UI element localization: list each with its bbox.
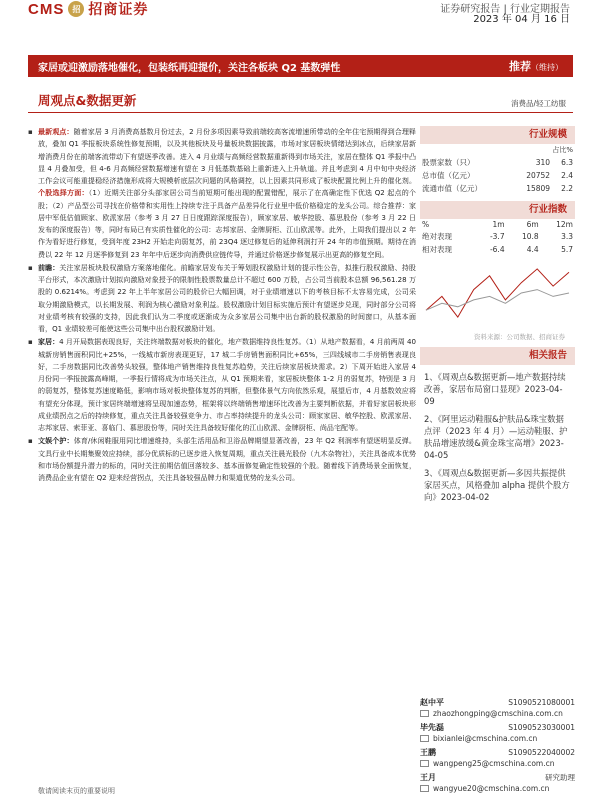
cell-value: 5.7 — [561, 245, 573, 254]
related-reports-header: 相关报告 — [420, 347, 575, 365]
rating-note: （维持） — [531, 63, 563, 72]
series-line-0 — [426, 269, 569, 317]
cell-label: 相对表现 — [422, 245, 452, 254]
analyst-email[interactable]: wangyue20@cmschina.com.cn — [433, 784, 550, 793]
related-report-item[interactable]: 3、《周观点&数据更新—多因共振提供家居买点，风格叠加 alpha 提供个股方向》2023-04-02 — [424, 468, 570, 502]
company-logo — [28, 0, 148, 18]
cell-pct: 2.4 — [561, 171, 573, 180]
para-lead: 最新观点： — [38, 127, 74, 136]
table-row — [420, 169, 575, 182]
mail-icon — [420, 760, 429, 767]
col-header: % — [422, 220, 430, 229]
cell-value: -3.7 — [489, 232, 505, 241]
doc-type: 证券研究报告 | 行业定期报告 — [440, 4, 570, 15]
related-reports-list — [420, 365, 575, 503]
cell-label: 绝对表现 — [422, 232, 452, 241]
related-report-item[interactable]: 2、《阿里运动鞋服&护肤品&珠宝数据点评（2023 年 4 月）—运动鞋服、护肤品增速放缓&黄金珠宝高增》2023-04-05 — [424, 414, 568, 460]
mail-icon — [420, 735, 429, 742]
para-lead: 前瞻： — [38, 262, 60, 272]
cell-value: 15809 — [526, 184, 551, 193]
footer-note: 敬请阅读末页的重要说明 — [38, 787, 115, 795]
related-report-item[interactable]: 1、《周观点&数据更新—地产数据持续改善，家居布局窗口显现》2023-04-09 — [424, 372, 566, 406]
cell-label: 股票家数（只） — [422, 158, 475, 167]
cell-label: 流通市值（亿元） — [422, 184, 482, 193]
table-row — [420, 230, 575, 243]
industry-index-table — [420, 219, 575, 256]
cell-value: 3.3 — [561, 232, 573, 241]
report-title: 家居或迎激励落地催化，包装纸再迎提价，关注各板块 Q2 基数弹性 — [38, 62, 341, 74]
series-line-1 — [426, 290, 569, 311]
logo-cn: 招商证券 — [88, 2, 149, 18]
analyst-card — [420, 747, 575, 769]
industry-scale-table — [420, 144, 575, 195]
table-row — [420, 243, 575, 256]
analyst-name: 王月 — [420, 773, 436, 782]
analyst-card — [420, 772, 575, 794]
paragraph-home — [28, 336, 416, 434]
para-text: 体育/休闲鞋服用同比增速维持，头部生活用品和卫浴品牌期望显著改善，23 年 Q2 利润率有望逐明显反弹。文具行业中长期集聚效应持续，部分优质标的已逐步进入恢复周期，重点关注晨光股份（九木杂物社），关注具备成本优势和市场份额提升潜力的标的，同时关注前期估值回落较多、基本面修复确定性较强的个股。随着线下消费场景全面恢复，消费品企业有望在 Q2 迎来经营拐点，关注具备较强品牌力和渠道优势的龙头公司。 — [38, 436, 416, 482]
cell-label: 总市值（亿元） — [422, 171, 475, 180]
analyst-card — [420, 722, 575, 744]
mail-icon — [420, 710, 429, 717]
table-row — [420, 182, 575, 195]
cell-value: 10.8 — [521, 232, 539, 241]
report-date: 2023 年 04 月 16 日 — [473, 14, 570, 25]
table-header-row — [420, 219, 575, 230]
title-banner — [28, 55, 573, 77]
ratio-label: 占比% — [552, 146, 573, 154]
col-header: 1m — [492, 220, 505, 229]
cell-value: -6.4 — [489, 245, 505, 254]
paragraph-preview — [28, 262, 416, 336]
para-bold: 个股选择方面： — [38, 188, 89, 198]
table-row — [420, 156, 575, 169]
analyst-id: S1090522040002 — [508, 748, 575, 757]
logo-en: CMS — [28, 0, 65, 18]
analyst-id: 研究助理 — [545, 773, 575, 782]
mail-icon — [420, 785, 429, 792]
analyst-name: 王鹏 — [420, 748, 436, 757]
analyst-id: S1090521080001 — [508, 698, 575, 707]
rating-label: 推荐 — [509, 60, 531, 73]
para-lead: 文娱个护： — [38, 436, 74, 446]
col-header: 12m — [556, 220, 573, 229]
cell-pct: 6.3 — [561, 158, 573, 167]
cell-value: 310 — [535, 158, 551, 167]
analyst-list — [420, 697, 575, 797]
index-chart — [420, 256, 575, 330]
analyst-name: 毕先磊 — [420, 723, 444, 732]
para-text: 关注家居板块股权激励方案落地催化。前瞻家居发布关于筹划股权激励计划的提示性公告，拟推行股权激励、持股平台形式，本次激励计划拟向激励对象授予的限制性股票数量总计不超过 600 万股，占公司当前股本总额 96,561.28 万股的 0.6214%。考虑到 22 年上半年家居公司的股价已大幅回调，对于业绩增速以下的考核目标不太容易完成，公司采取分期激励模式，以长期发展、利润为核心激励对象利益。股权激励计划目标实施后预计有望逐步兑现，同时部分公司将对业绩考核有较强的支持，因此我们认为二季度或逐渐成为众多家居公司集中出台新的股权激励的时间窗口，从基本面看，Q1 业绩较差可能使这些公司集中出台股权激励计划。 — [38, 262, 416, 333]
analyst-unit: 消费品/轻工纺服 — [510, 99, 566, 108]
analyst-card — [420, 697, 575, 719]
header-divider — [28, 112, 573, 113]
col-header: 6m — [526, 220, 539, 229]
cell-value: 4.4 — [526, 245, 539, 254]
index-chart-svg — [420, 256, 575, 330]
analyst-email[interactable]: zhaozhongping@cmschina.com.cn — [433, 709, 563, 718]
industry-scale-header: 行业规模 — [420, 126, 575, 144]
cell-pct: 2.2 — [561, 184, 573, 193]
para-text: 随着家居 3 月消费高基数月份过去，2 月份多项因素导致前端较高客流增速所带动的全年住宅预期得到合理释放，叠加 Q1 季报板块系统性修复预期，以及其他板块及号量板块数据披露，市场对家居板块情绪达到冰点，后续家居新增消费月份在前端客流带动下有望逐季改善。进入 4 月业绩与高频经营数据重新得到市场关注，家居在整体 Q1 季报中凸显 4 月叠加受，但 4-6 月高频经营数据增速有望在 3 月低基数基础上重新进入上升轨道。并且考虑到 4 月中旬中央经济工作会议可能重提稳经济措施形成将大规模析底层次问题的风格调控，以上因素共同形成了板块配置比例上升的催化剂。 — [38, 127, 416, 185]
para-text: 4 月开局数据表现良好，关注终端数据对板块的催化，地产数据维持良性复苏。（1）从地产数据看，4 月前两周 40 城新房销售面积同比+25%，一线城市新房表现更好，17 城二手房销售面积同比+65%，三四线城市二手房销售表现良好，二手房数据同比改善势头较强，整体地产销售维持良性复苏趋势，关注后续家居板块需求。2）下周开始进入家居 4 月份同一季报披露高峰期，一季报行情将成为市场关注点，从 Q1 预期来看，家居板块整体 1-2 月的弱复苏，特别是 3 月的弱复苏，整体复苏速度略低，影响市场对板块整体复苏的判断，但整体景气方向依然乐观，展望后市，4 月基数效应将有望充分体现，预计家居终端增速将呈现加速态势，框架将以终端销售增速环比改善为主要判断依据，并看好家居板块形成业绩拐点之后的持续修复，重点关注具备较强竞争力、市占率持续提升的龙头公司：顾家家居、敏华控股、欧派家居、志邦家居、索菲亚、喜临门、慕思股份等，同时关注具备较好催化的江山欧派、金牌厨柜、尚品宅配等。 — [38, 337, 416, 432]
chart-source: 资料来源：公司数据、招商证券 — [474, 333, 565, 341]
cell-value: 20752 — [526, 171, 551, 180]
industry-index-header: 行业指数 — [420, 201, 575, 219]
para-lead: 家居： — [38, 337, 60, 347]
rating — [509, 58, 563, 74]
analyst-name: 赵中平 — [420, 698, 444, 707]
paragraph-latest-view — [28, 126, 416, 261]
para-tail: （1）近期关注部分头部家居公司当前短期可能出现的配置错配，展示了在高确定性下优选 Q2 起点的个股；（2）产品型公司寻找在价格带和实用性上持续专注于具备产品差异化行业里中低价格稳定的龙头公司。综合推荐：家居中军低估值顾家、欧派家居（参考 3 月 27 日日度跟踪深度报告），顾家家居、敏华控股、慕思股份（参考 3 月 22 日发布的深度报告）等，同时布局已有实质性催化的公司：志邦家居、金牌厨柜、江山欧派等。此外，上周我们提出以 2 年作为看好进行修复，受到年度 23H2 开始走向弱复苏，前 23Q4 逐过修复后的延伸利润打开 24 年的市值预期。期待在消费以 22 年 12 月逐季修复到 23 年年中后逐步向消费供应链传导，并通过价格逐步修复展示出更高的修复空间。 — [38, 188, 416, 259]
section-title: 周观点&数据更新 — [38, 93, 137, 108]
paragraph-culture — [28, 435, 416, 484]
main-content — [28, 126, 416, 779]
logo-badge: 招 — [68, 1, 84, 17]
analyst-id: S1090523030001 — [508, 723, 575, 732]
sidebar — [420, 126, 575, 509]
analyst-email[interactable]: wangpeng25@cmschina.com.cn — [433, 759, 555, 768]
analyst-email[interactable]: bixianlei@cmschina.com.cn — [433, 734, 538, 743]
